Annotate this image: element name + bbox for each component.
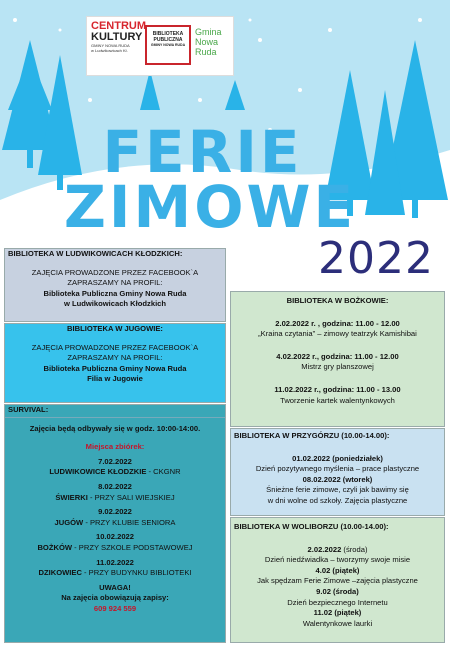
woliborz-header: BIBLIOTEKA W WOLIBORZU (10.00-14.00): [234,522,389,531]
survival-header: SURVIVAL: [8,405,49,414]
survival-stop: 9.02.2022 JUGÓW - PRZY KLUBIE SENIORA [54,507,176,527]
ludwikowice-header: BIBLIOTEKA W LUDWIKOWICACH KŁODZKICH: [8,249,183,258]
title-zimowe: ZIMOWE [63,173,357,241]
title-year: 2022 [318,233,434,284]
ludwikowice-box: BIBLIOTEKA W LUDWIKOWICACH KŁODZKICH: ZAJĘCIA PROWADZONE PRZEZ FACEBOOK`A ZAPRASZAMY NA PROFIL: Biblioteka Publiczna Gminy Nowa Ruda w Ludwikowicach Kłodzkich [4,248,226,322]
gmina-nowa-ruda-logo: Gmina Nowa Ruda [195,27,222,57]
centrum-kultury-logo: CENTRUM KULTURY GMINY NOWA RUDA w Ludwikowicach Kł. [91,20,146,53]
woliborz-box: BIBLIOTEKA W WOLIBORZU (10.00-14.00): 2.02.2022 (środa) Dzień niedźwiadka – tworzymy swoje misie 4.02 (piątek) Jak spędzam Ferie Zimowe –zajęcia plastyczne 9.02 (środa) Dzień bezpiecznego Internetu 11.02 (piątek) Walentynkowe laurki [230,517,445,643]
survival-stop: 11.02.2022 DZIKOWIEC - PRZY BUDYNKU BIBLIOTEKI [38,557,192,578]
survival-stop: 7.02.2022 LUDWIKOWICE KŁODZKIE - CKGNR [49,456,181,477]
title-ferie: FERIE [102,118,303,186]
przygorze-header: BIBLIOTEKA W PRZYGÓRZU (10.00-14.00): [234,431,390,440]
jugow-box: BIBLIOTEKA W JUGOWIE: ZAJĘCIA PROWADZONE PRZEZ FACEBOOK`A ZAPRASZAMY NA PROFIL: Biblioteka Publiczna Gminy Nowa Ruda Filia w Jugowie [4,323,226,403]
partner-logos [86,16,234,76]
survival-stop: 8.02.2022 ŚWIERKI - PRZY SALI WIEJSKIEJ [55,481,175,502]
biblioteka-publiczna-logo: BIBLIOTEKA PUBLICZNA GMINY NOWA RUDA [145,25,191,65]
przygorze-box: BIBLIOTEKA W PRZYGÓRZU (10.00-14.00): 01.02.2022 (poniedziałek) Dzień pozytywnego myślenia – prace plastyczne 08.02.2022 (wtorek) Śnieżne ferie zimowe, czyli jak bawimy się w dni wolne od szkoły. Zajęcia plastyczne [230,428,445,516]
bozkow-header: BIBLIOTEKA W BOŻKOWIE: [286,296,389,305]
bozkow-box: BIBLIOTEKA W BOŻKOWIE: 2.02.2022 r. , godzina: 11.00 - 12.00 „Kraina czytania” – zimowy teatrzyk Kamishibai 4.02.2022 r., godzina: 11.00 - 12.00 Mistrz gry planszowej 11.02.2022 r., godzina: 11.00 - 13.00 Tworzenie kartek walentynkowych [230,291,445,427]
survival-stop: 10.02.2022 BOŻKÓW - PRZY SZKOLE PODSTAWOWEJ [37,532,193,552]
survival-phone: 609 924 559 [93,603,137,613]
survival-box: SURVIVAL: Zajęcia będą odbywały się w godz. 10:00-14:00. Miejsca zbiórek: 7.02.2022 LUDWIKOWICE KŁODZKIE - CKGNR 8.02.2022 ŚWIERKI - PRZY SALI WIEJSKIEJ 9.02.2022 JUGÓW - PRZY KLUBIE SENIORA 10.02.2022 BOŻKÓW - PRZY SZKOLE PODSTAWOWEJ 11.02.2022 DZIKOWIEC - PRZY BUDYNKU BIBLIOTEKI UWAGA! Na zajęcia obowiązują zapisy: 609 924 559 [4,404,226,643]
jugow-header: BIBLIOTEKA W JUGOWIE: [67,324,163,333]
